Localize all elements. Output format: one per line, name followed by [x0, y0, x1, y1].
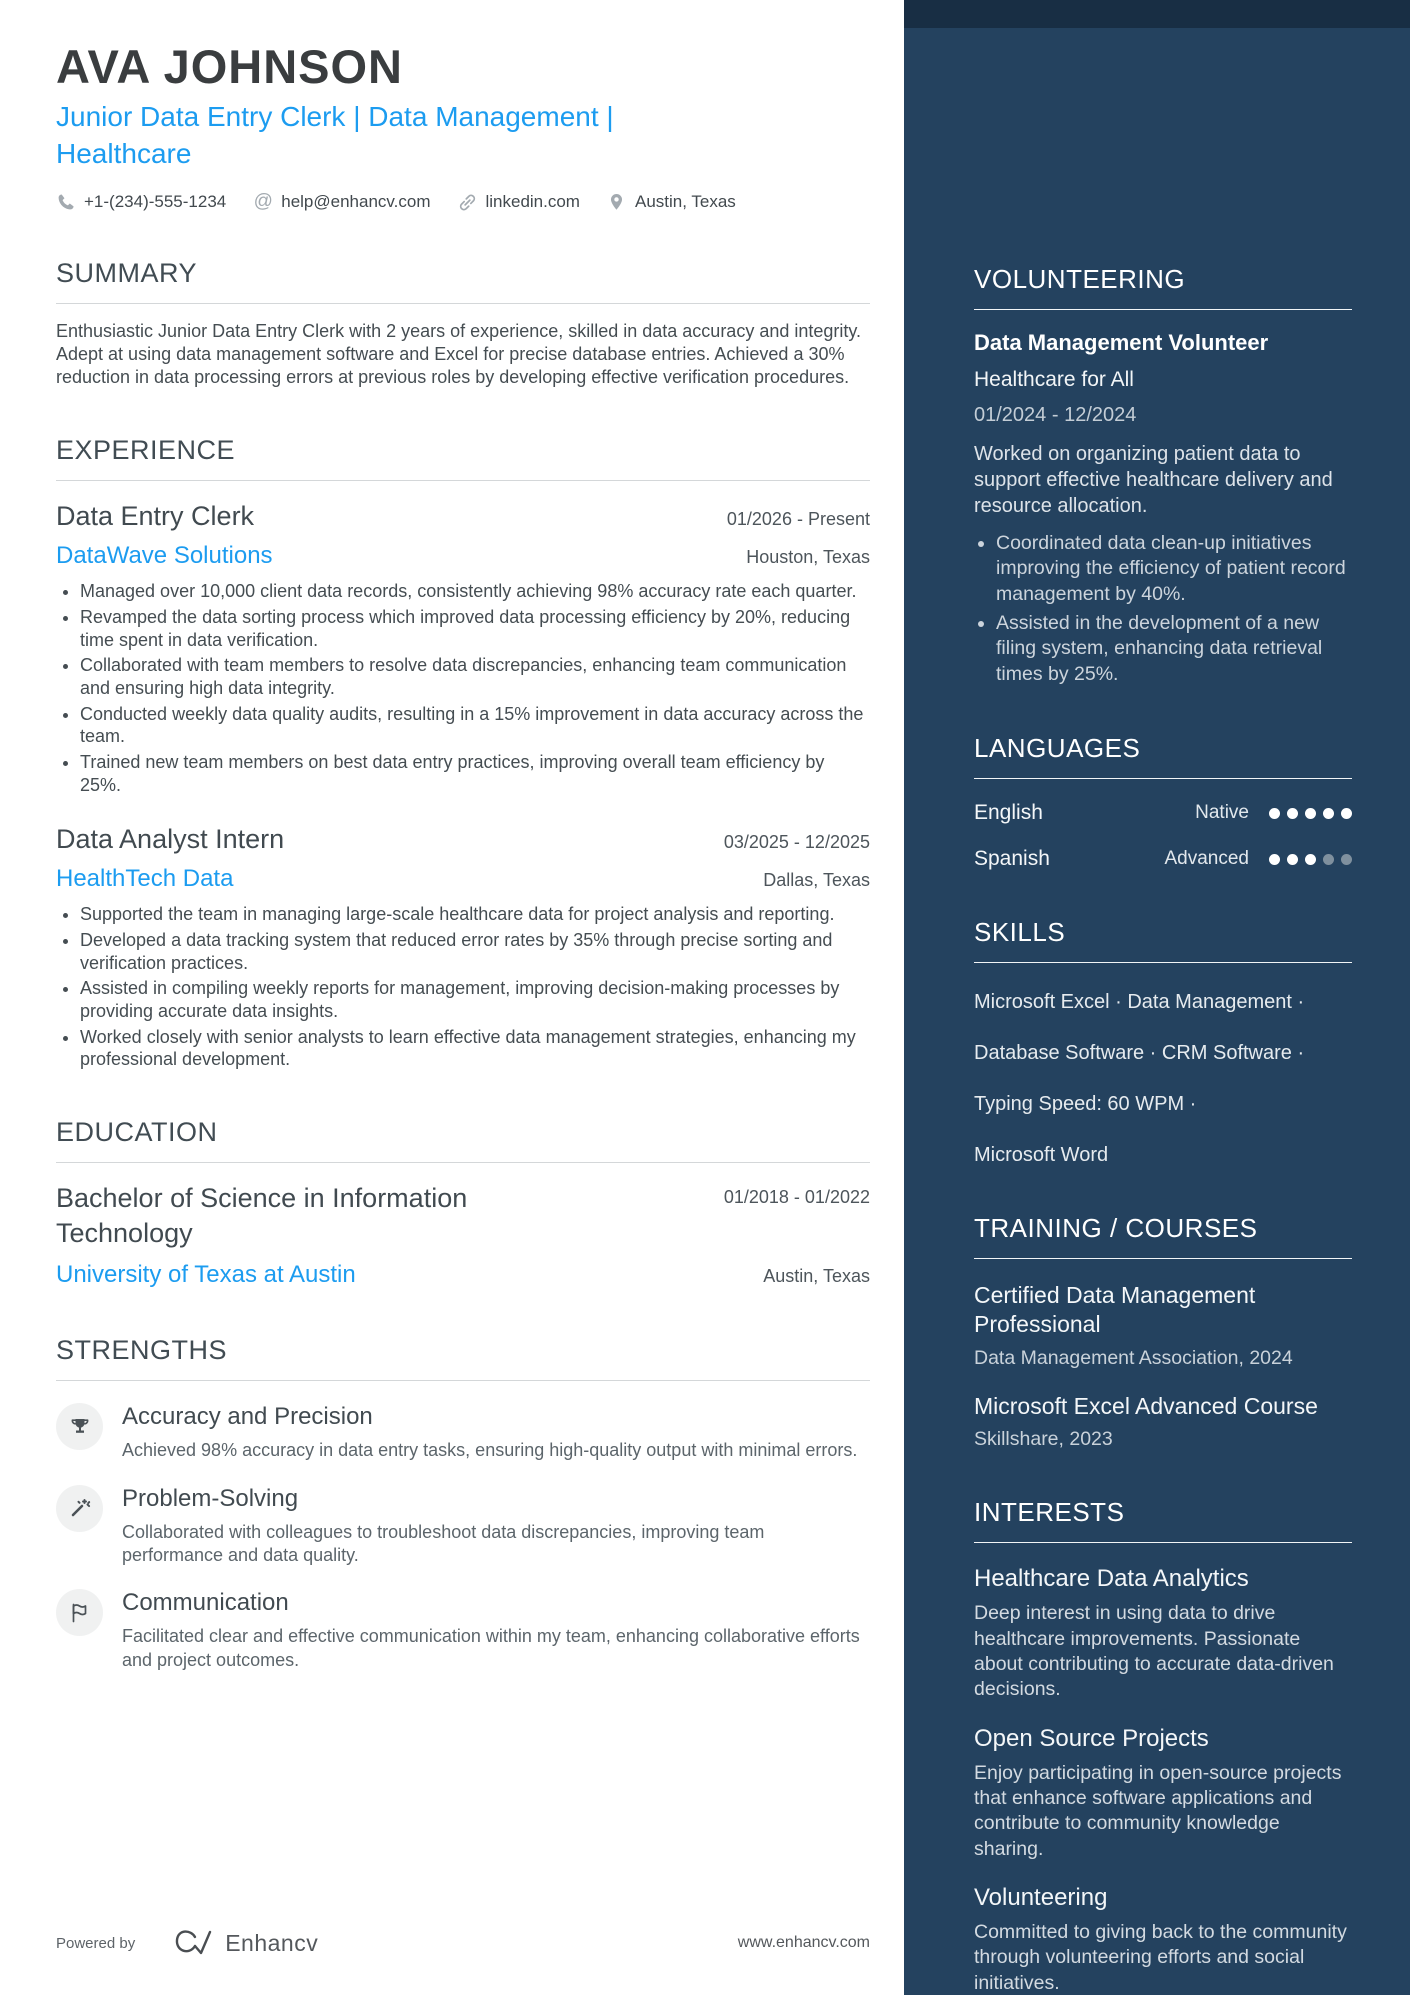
- job-bullet-list: [56, 903, 870, 1071]
- trophy-icon: [56, 1403, 103, 1450]
- proficiency-dot: [1287, 854, 1298, 865]
- bullet-item: • Assisted in compiling weekly reports for management, improving decision-making processes by providing accurate data insights.: [80, 977, 870, 1022]
- skills-section: [974, 917, 1352, 1167]
- sidebar-column: [904, 0, 1410, 1995]
- course-detail: Skillshare, 2023: [974, 1428, 1113, 1451]
- bullet-item: • Coordinated data clean-up initiatives improving the efficiency of patient record management by 40%.: [996, 531, 1352, 607]
- volunteer-description: Worked on organizing patient data to support effective healthcare delivery and resource allocation.: [974, 443, 1333, 517]
- bullet-item: • Developed a data tracking system that reduced error rates by 35% through precise sorting and verification practices.: [80, 929, 870, 974]
- bullet-item: • Conducted weekly data quality audits, resulting in a 15% improvement in data accuracy across the team.: [80, 703, 870, 748]
- course-title: Certified Data Management Professional: [974, 1282, 1256, 1337]
- bullet-item: • Worked closely with senior analysts to learn effective data management strategies, enhancing my professional development.: [80, 1026, 870, 1071]
- section-divider: [56, 1380, 870, 1381]
- contact-location-text: Austin, Texas: [634, 192, 736, 212]
- enhancv-logo-icon: [171, 1927, 215, 1959]
- at-icon: @: [253, 191, 273, 213]
- skill-line: Typing Speed: 60 WPM ·: [974, 1093, 1197, 1116]
- enhancv-wordmark: Enhancv: [225, 1929, 319, 1956]
- skills-heading: SKILLS: [974, 917, 1352, 963]
- language-proficiency-dots: [1269, 808, 1352, 819]
- proficiency-dot: [1269, 808, 1280, 819]
- interest-description: Deep interest in using data to drive healthcare improvements. Passionate about contributing to accurate data-driven decisions.: [974, 1602, 1334, 1701]
- volunteering-heading: VOLUNTEERING: [974, 264, 1352, 310]
- course-item: [974, 1392, 1352, 1452]
- proficiency-dot: [1341, 854, 1352, 865]
- job-entry: [56, 824, 870, 1071]
- proficiency-dot: [1323, 808, 1334, 819]
- bullet-item: • Assisted in the development of a new filing system, enhancing data retrieval times by 25%.: [996, 611, 1352, 687]
- strength-description: Facilitated clear and effective communication within my team, enhancing collaborative efforts and project outcomes.: [122, 1626, 860, 1670]
- course-title: Microsoft Excel Advanced Course: [974, 1392, 1318, 1419]
- contact-location: [607, 192, 736, 212]
- bullet-item: • Trained new team members on best data entry practices, improving overall team efficiency by 25%.: [80, 751, 870, 796]
- candidate-headline: Junior Data Entry Clerk | Data Management | Healthcare: [56, 101, 614, 169]
- strengths-section: [56, 1335, 870, 1672]
- strength-title: Communication: [122, 1589, 289, 1617]
- proficiency-dot: [1269, 854, 1280, 865]
- strengths-heading: STRENGTHS: [56, 1335, 228, 1366]
- volunteer-organization: Healthcare for All: [974, 368, 1134, 391]
- location-pin-icon: [607, 192, 627, 212]
- contact-website[interactable]: [457, 192, 580, 212]
- language-row: [974, 847, 1352, 871]
- bullet-item: • Supported the team in managing large-scale healthcare data for project analysis and reporting.: [80, 903, 870, 926]
- language-name: Spanish: [974, 847, 1050, 871]
- phone-icon: [56, 192, 76, 212]
- volunteer-bullet-list: [974, 531, 1352, 687]
- language-row: [974, 801, 1352, 825]
- interest-title: Open Source Projects: [974, 1724, 1209, 1752]
- strength-item: [56, 1589, 870, 1672]
- sidebar-top-strip: [904, 0, 1410, 28]
- bullet-item: • Managed over 10,000 client data records, consistently achieving 98% accuracy rate each quarter.: [80, 580, 870, 603]
- contact-row: [56, 192, 870, 212]
- magic-wand-icon: [56, 1485, 103, 1532]
- interest-description: Committed to giving back to the community through volunteering efforts and social initiatives.: [974, 1921, 1347, 1994]
- interest-item: [974, 1565, 1352, 1702]
- contact-email-text: help@enhancv.com: [281, 192, 431, 212]
- interest-item: [974, 1884, 1352, 1995]
- education-heading: EDUCATION: [56, 1116, 218, 1147]
- proficiency-dot: [1341, 808, 1352, 819]
- powered-by-label: Powered by: [56, 1934, 136, 1952]
- interest-description: Enjoy participating in open-source projects that enhance software applications and contribute to community knowledge sharing.: [974, 1761, 1342, 1860]
- section-divider: [56, 480, 870, 481]
- course-item: [974, 1281, 1352, 1370]
- section-divider: [56, 1162, 870, 1163]
- interest-title: Volunteering: [974, 1884, 1108, 1912]
- candidate-name: AVA JOHNSON: [56, 40, 403, 93]
- interest-item: [974, 1725, 1352, 1862]
- proficiency-dot: [1287, 808, 1298, 819]
- languages-heading: LANGUAGES: [974, 733, 1352, 779]
- summary-section: [56, 258, 870, 389]
- flag-icon: [56, 1589, 103, 1636]
- bullet-item: • Collaborated with team members to resolve data discrepancies, enhancing team communication and ensuring high data integrity.: [80, 654, 870, 699]
- strength-item: [56, 1485, 870, 1568]
- job-dates: 01/2026 - Present: [726, 509, 870, 530]
- strength-title: Accuracy and Precision: [122, 1403, 373, 1431]
- interests-heading: INTERESTS: [974, 1497, 1352, 1543]
- language-proficiency-dots: [1269, 854, 1352, 865]
- job-bullet-list: [56, 580, 870, 796]
- job-dates: 03/2025 - 12/2025: [723, 832, 870, 853]
- training-section: [974, 1213, 1352, 1451]
- footer-website-link[interactable]: www.enhancv.com: [737, 1934, 870, 1951]
- job-entry: [56, 501, 870, 796]
- job-company-link[interactable]: HealthTech Data: [56, 865, 234, 893]
- section-divider: [56, 303, 870, 304]
- summary-heading: SUMMARY: [56, 258, 198, 289]
- experience-section: [56, 435, 870, 1071]
- interests-section: [974, 1497, 1352, 1995]
- strength-description: Achieved 98% accuracy in data entry tasks, ensuring high-quality output with minimal errors.: [122, 1440, 858, 1461]
- course-detail: Data Management Association, 2024: [974, 1346, 1293, 1369]
- skill-line: Microsoft Word: [974, 1144, 1109, 1167]
- experience-heading: EXPERIENCE: [56, 435, 236, 466]
- language-level: Advanced: [1164, 848, 1249, 870]
- education-dates: 01/2018 - 01/2022: [723, 1186, 870, 1207]
- interest-title: Healthcare Data Analytics: [974, 1565, 1249, 1593]
- contact-email[interactable]: [253, 192, 430, 212]
- language-name: English: [974, 801, 1043, 825]
- skill-line: Microsoft Excel · Data Management ·: [974, 991, 1305, 1014]
- proficiency-dot: [1305, 808, 1316, 819]
- education-location: Austin, Texas: [763, 1266, 870, 1287]
- skill-line: Database Software · CRM Software ·: [974, 1042, 1305, 1065]
- language-level: Native: [1195, 802, 1249, 824]
- degree-title: Bachelor of Science in Information Technology: [56, 1182, 468, 1249]
- job-title: Data Analyst Intern: [56, 824, 285, 855]
- bullet-item: • Revamped the data sorting process which improved data processing efficiency by 20%, reducing time spent in data verification.: [80, 606, 870, 651]
- contact-phone-text: +1-(234)-555-1234: [84, 192, 227, 212]
- proficiency-dot: [1305, 854, 1316, 865]
- strength-description: Collaborated with colleagues to troubleshoot data discrepancies, improving team performance and data quality.: [122, 1521, 765, 1565]
- contact-website-text: linkedin.com: [485, 192, 580, 212]
- languages-section: [974, 733, 1352, 871]
- link-icon: [457, 192, 477, 212]
- strength-item: [56, 1403, 870, 1462]
- volunteer-role-title: Data Management Volunteer: [974, 330, 1269, 355]
- proficiency-dot: [1323, 854, 1334, 865]
- job-location: Dallas, Texas: [763, 870, 870, 891]
- volunteering-section: [974, 264, 1352, 687]
- job-company-link[interactable]: DataWave Solutions: [56, 542, 273, 570]
- education-section: [56, 1117, 870, 1289]
- summary-text: Enthusiastic Junior Data Entry Clerk with 2 years of experience, skilled in data accuracy and integrity. Adept at using data management software and Excel for precise database entries. Achieved a 30% reduction in data processing errors at previous roles by developing effective verification procedures.: [56, 321, 862, 388]
- job-location: Houston, Texas: [746, 547, 870, 568]
- job-title: Data Entry Clerk: [56, 501, 255, 532]
- school-link[interactable]: University of Texas at Austin: [56, 1261, 356, 1289]
- volunteer-dates: 01/2024 - 12/2024: [974, 404, 1137, 426]
- footer: [56, 1927, 870, 1959]
- contact-phone: [56, 192, 226, 212]
- training-heading: TRAINING / COURSES: [974, 1213, 1352, 1259]
- strength-title: Problem-Solving: [122, 1484, 299, 1512]
